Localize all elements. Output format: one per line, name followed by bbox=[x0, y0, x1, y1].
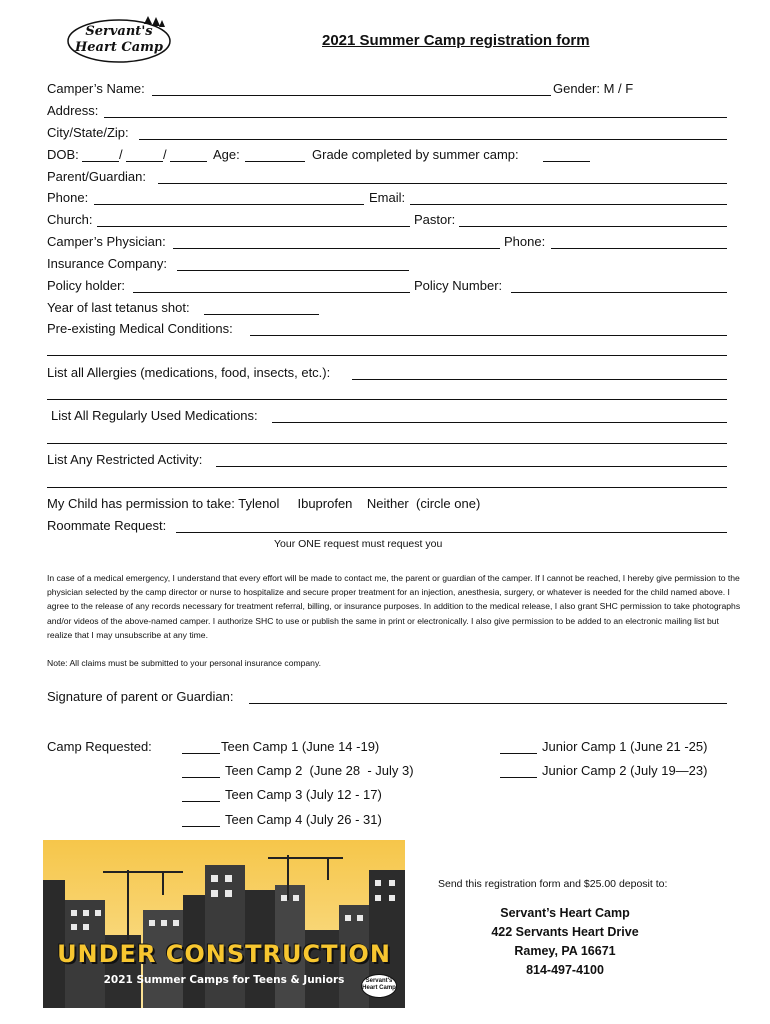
banner-subtitle: 2021 Summer Camps for Teens & Juniors bbox=[103, 974, 345, 986]
badge-line1: Servant's bbox=[365, 978, 393, 984]
phone-label: Phone: bbox=[47, 190, 89, 205]
allergies-field-line2[interactable] bbox=[47, 399, 727, 400]
mailing-name: Servant’s Heart Camp bbox=[500, 906, 630, 920]
phone-field[interactable] bbox=[94, 204, 364, 205]
mailing-city: Ramey, PA 16671 bbox=[514, 944, 616, 958]
conditions-field-line2[interactable] bbox=[47, 355, 727, 356]
conditions-label: Pre-existing Medical Conditions: bbox=[47, 321, 233, 336]
restricted-label: List Any Restricted Activity: bbox=[47, 452, 203, 467]
insurance-label: Insurance Company: bbox=[47, 256, 167, 271]
banner-logo-badge bbox=[361, 974, 397, 998]
teen-camp-4-label: Teen Camp 4 (July 26 - 31) bbox=[225, 812, 382, 827]
email-label: Email: bbox=[369, 190, 406, 205]
teen-camp-3-checkline[interactable] bbox=[182, 801, 220, 802]
logo-text-line2: Heart Camp bbox=[75, 40, 163, 55]
church-field[interactable] bbox=[97, 226, 410, 227]
logo-oval bbox=[66, 14, 172, 64]
city-field[interactable] bbox=[139, 139, 727, 140]
form-title: 2021 Summer Camp registration form bbox=[322, 32, 590, 49]
restricted-field-line2[interactable] bbox=[47, 487, 727, 488]
physician-label: Camper’s Physician: bbox=[47, 234, 166, 249]
teen-camp-2-checkline[interactable] bbox=[182, 777, 220, 778]
teen-camp-1-checkline[interactable] bbox=[182, 753, 220, 754]
banner-headline: UNDER CONSTRUCTION bbox=[57, 940, 391, 968]
email-field[interactable] bbox=[410, 204, 727, 205]
gender-label[interactable]: Gender: M / F bbox=[553, 81, 634, 96]
camp-requested-label: Camp Requested: bbox=[47, 739, 152, 754]
policy-number-label: Policy Number: bbox=[414, 278, 503, 293]
roommate-label: Roommate Request: bbox=[47, 518, 167, 533]
roommate-field[interactable] bbox=[176, 532, 727, 533]
church-label: Church: bbox=[47, 212, 93, 227]
insurance-note: Note: All claims must be submitted to your personal insurance company. bbox=[47, 658, 322, 668]
junior-camp-1-label: Junior Camp 1 (June 21 -25) bbox=[542, 739, 708, 754]
roommate-note: Your ONE request must request you bbox=[274, 538, 443, 550]
physician-phone-field[interactable] bbox=[551, 248, 727, 249]
allergies-label: List all Allergies (medications, food, insects, etc.): bbox=[47, 365, 331, 380]
teen-camp-2-label: Teen Camp 2 (June 28 - July 3) bbox=[225, 763, 414, 778]
junior-camp-2-label: Junior Camp 2 (July 19—23) bbox=[542, 763, 708, 778]
restricted-field[interactable] bbox=[216, 466, 727, 467]
dob-year-field[interactable] bbox=[170, 161, 207, 162]
grade-label: Grade completed by summer camp: bbox=[312, 147, 519, 162]
teen-camp-3-label: Teen Camp 3 (July 12 - 17) bbox=[225, 787, 382, 802]
junior-camp-2-checkline[interactable] bbox=[500, 777, 537, 778]
address-field[interactable] bbox=[104, 117, 727, 118]
pastor-field[interactable] bbox=[459, 226, 727, 227]
dob-slash-1: / bbox=[119, 147, 123, 162]
teen-camp-4-checkline[interactable] bbox=[182, 826, 220, 827]
under-construction-banner bbox=[43, 840, 405, 1008]
medications-field[interactable] bbox=[272, 422, 727, 423]
medications-field-line2[interactable] bbox=[47, 443, 727, 444]
age-field[interactable] bbox=[245, 161, 305, 162]
medication-permission[interactable]: My Child has permission to take: Tylenol Ibuprofen Neither (circle one) bbox=[47, 496, 481, 511]
tetanus-label: Year of last tetanus shot: bbox=[47, 300, 190, 315]
camper-name-label: Camper’s Name: bbox=[47, 81, 145, 96]
grade-field[interactable] bbox=[543, 161, 590, 162]
consent-paragraph: In case of a medical emergency, I understand that every effort will be made to contact me, the parent or guardian of the camper. If I cannot be reached, I hereby give permission to the physician selected by the camp director or nurse to hospitalize and secure proper treatment for an injection, anesthesia, surgery, or whatever is needed for the child named above. I agree to the release of any records necessary for treatment referral, billing, or insurance purposes. In addition to the medical release, I also grant SHC permission to take photographs and/or videos of the above-named camper. I authorize SHC to use or publish the same in print or electronically. I also give permission to be added to an electronic mailing list but realize that I may unsubscribe at any time. bbox=[47, 573, 741, 640]
pastor-label: Pastor: bbox=[414, 212, 456, 227]
age-label: Age: bbox=[213, 147, 240, 162]
badge-line2: Heart Camp bbox=[362, 985, 396, 991]
signature-label: Signature of parent or Guardian: bbox=[47, 689, 234, 704]
policy-holder-label: Policy holder: bbox=[47, 278, 126, 293]
camper-name-field[interactable] bbox=[152, 95, 551, 96]
policy-holder-field[interactable] bbox=[133, 292, 410, 293]
dob-label: DOB: bbox=[47, 147, 79, 162]
mailing-street: 422 Servants Heart Drive bbox=[491, 925, 639, 939]
policy-number-field[interactable] bbox=[511, 292, 727, 293]
signature-field[interactable] bbox=[249, 703, 727, 704]
logo-text-line1: Servant's bbox=[85, 24, 153, 39]
mailing-intro: Send this registration form and $25.00 deposit to: bbox=[438, 878, 668, 890]
address-label: Address: bbox=[47, 103, 99, 118]
physician-phone-label: Phone: bbox=[504, 234, 546, 249]
conditions-field[interactable] bbox=[250, 335, 727, 336]
camp-logo bbox=[66, 14, 172, 64]
dob-month-field[interactable] bbox=[82, 161, 119, 162]
insurance-field[interactable] bbox=[177, 270, 409, 271]
allergies-field[interactable] bbox=[352, 379, 727, 380]
parent-field[interactable] bbox=[158, 183, 727, 184]
parent-label: Parent/Guardian: bbox=[47, 169, 147, 184]
teen-camp-1-label: Teen Camp 1 (June 14 -19) bbox=[221, 739, 380, 754]
dob-day-field[interactable] bbox=[126, 161, 163, 162]
medications-label: List All Regularly Used Medications: bbox=[51, 408, 258, 423]
tetanus-field[interactable] bbox=[204, 314, 319, 315]
city-label: City/State/Zip: bbox=[47, 125, 129, 140]
physician-field[interactable] bbox=[173, 248, 500, 249]
mailing-phone: 814-497-4100 bbox=[526, 963, 604, 977]
junior-camp-1-checkline[interactable] bbox=[500, 753, 537, 754]
dob-slash-2: / bbox=[163, 147, 167, 162]
